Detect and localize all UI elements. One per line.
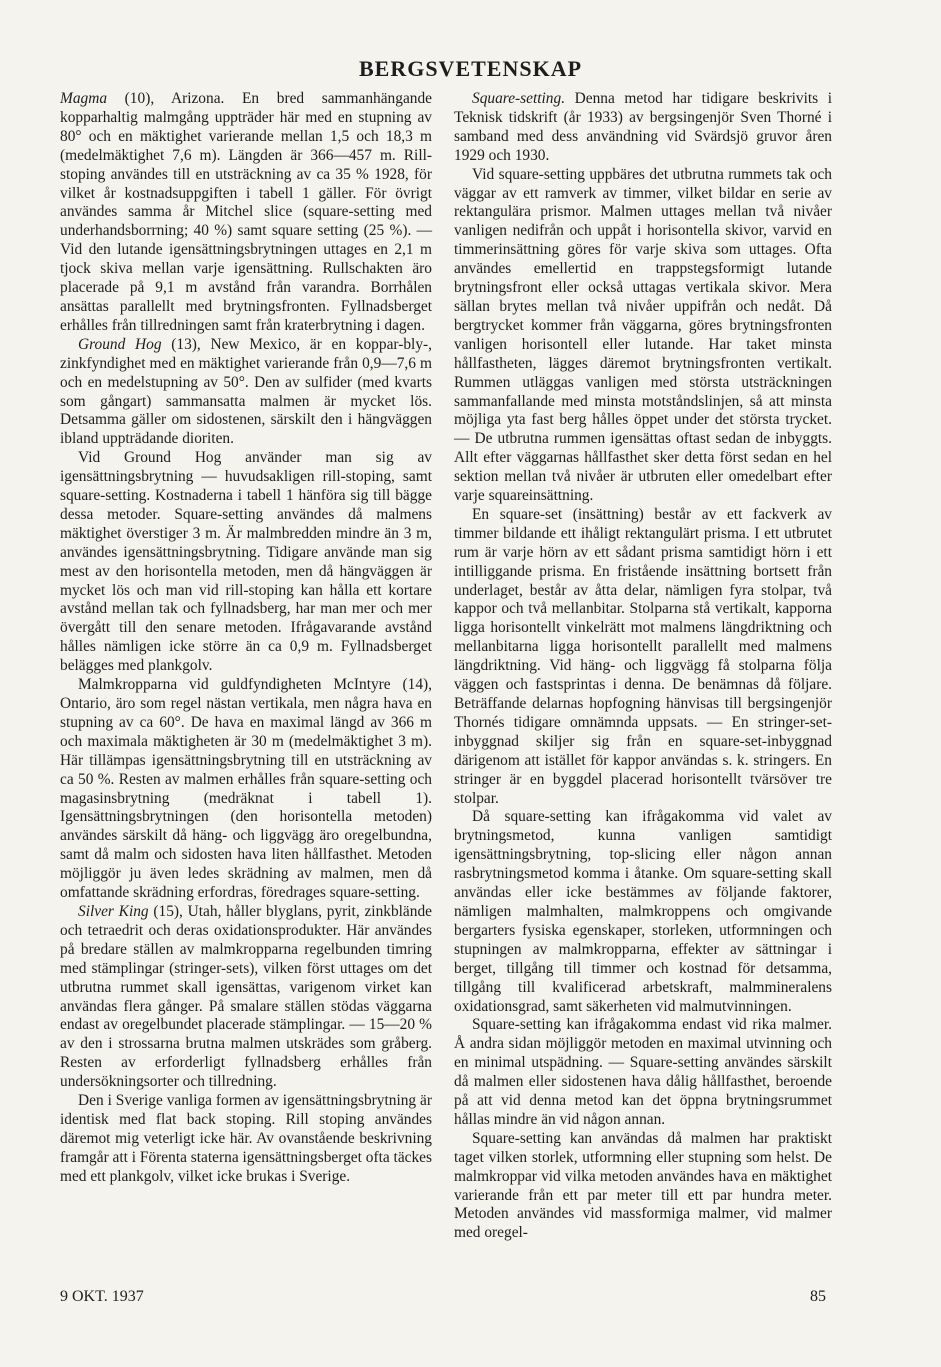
paragraph-text: En square-set (insättning) består av ett fackverk av timmer bildande ett ihåligt rektangulärt prisma. I ett utbrutet rum är varje hörn av ett sådant prisma samtidigt hörn i ett intilliggande prisma. En fristående insättning bortsett från underlaget, består av åtta delar, nämligen fyra stolpar, två kappor och två mellanbitar. Stolparna stå vertikalt, kapporna ligga horisontellt vinkelrätt mot malmens längdriktning och mellanbitarna ligga horisontellt parallellt med malmens längdriktning. Vid häng- och liggvägg få stolparna följa väggen och fastsprintas i denna. De benämnas då följare. Beträffande delarnas hopfogning hänvisas till bergsingenjör Thornés tidigare omnämnda uppsats. — En stringer-set-inbyggnad skiljer sig från en square-set-inbyggnad därigenom att istället för kappor användas s. k. stringers. En stringer är en byggdel placerad horisontellt tvärsöver tre stolpar. xyxy=(454,505,832,807)
italic-lead: Square-setting. xyxy=(472,90,566,107)
paragraph xyxy=(454,1016,832,1129)
italic-lead: Ground Hog xyxy=(78,335,162,353)
paragraph xyxy=(60,676,432,903)
italic-lead: Magma xyxy=(60,90,108,107)
paragraph-text: Malmkropparna vid guldfyndigheten McIntyre (14), Ontario, äro som regel nästan vertikala, men några hava en stupning av ca 60°. De hava en maximal längd av 366 m och maximala mäktigheten är 30 m (medelmäktighet 3 m). Här tillämpas igensättningsbrytning till en utsträckning av ca 50 %. Resten av malmen erhålles från square-setting och magasinsbrytning (medräknat i tabell 1). Igensättningsbrytningen (den horisontella metoden) användes särskilt då häng- och liggvägg äro oregelbundna, samt då malm och sidosten hava liten hållfasthet. Metoden möjliggör ju även ledes skrädning av malmen, men då omfattande skrädning erfordras, föredrages square-setting. xyxy=(60,676,432,902)
paragraph xyxy=(60,903,432,1092)
paragraph xyxy=(454,166,832,506)
paragraph xyxy=(60,449,432,676)
paragraph-text: (15), Utah, håller blyglans, pyrit, zinkblände och tetraedrit och deras oxidationsprodukter. Här användes på bredare ställen av malmkropparna regelbunden timring med stämplingar (stringer-sets), vilken först uttages om det utbrutna rummet skall igensättas, varigenom virket kan användas flera gånger. På smalare ställen stödas väggarna endast av oregelbundet placerade stämplingar. — 15—20 % av den i strossarna brutna malmen utskrädes som gråberg. Resten av erforderligt fyllnadsberg erhålles från undersökningsorter och tillredning. xyxy=(60,902,432,1091)
paragraph xyxy=(454,506,832,809)
paragraph xyxy=(454,90,832,166)
paragraph-text: (10), Arizona. En bred sammanhängande kopparhaltig malmgång uppträder här med en stupning av 80° och en mäktighet varierande mellan 1,5 och 18,3 m (medelmäktighet 7,6 m). Längden är 366—457 m. Rill-stoping användes till en utsträckning av ca 35 % 1928, för vilket år kostnadsuppgiften i tabell 1 gäller. För övrigt användes samma år Mitchel slice (square-setting med underhandsborrning; 40 %) samt square setting (25 %). — Vid den lutande igensättningsbrytningen uttages en 2,1 m tjock skiva mellan varje igensättning. Rullschakten äro placerade på 9,1 m avstånd från varandra. Borrhålen ansättas parallellt med brytningsfronten. Fyllnadsberget erhålles från tillredningen samt från kraterbrytning i dagen. xyxy=(60,90,432,334)
paragraph xyxy=(60,90,432,336)
paragraph xyxy=(60,336,432,449)
italic-lead: Silver King xyxy=(78,902,149,920)
right-column xyxy=(454,90,832,1243)
footer-date: 9 OKT. 1937 xyxy=(60,1288,144,1305)
paragraph-text: Vid square-setting uppbäres det utbrutna rummets tak och väggar av ett ramverk av timmer, vilket bildar en serie av rektangulära prismor. Malmen uttages mellan två nivåer vanligen nedifrån och uppåt i horisontella skivor, varvid en timmerinsättning göres för varje skiva som uttages. Ofta användes emellertid en trappstegsformigt lutande brytningsfront eller också uttagas vertikala skivor. Mera sällan brytes mellan två nivåer uppifrån och nedåt. Då bergtrycket kommer från väggarna, göres brytningsfronten vanligen horisontell eller lutande. Har taket minsta hållfastheten, lägges däremot brytningsfronten vertikalt. Rummen utläggas vanligen med största utsträckningen sammanfallande med minsta motståndslinjen, så att minsta möjliga yta fast berg hålles öppet under det största trycket. — De utbrutna rummen igensättas oftast sedan de inbyggts. Allt efter väggarnas hållfasthet sker detta först sedan en hel sektion mellan två nivåer är utbruten eller omedelbart efter varje squareinsättning. xyxy=(454,165,832,505)
page-header: BERGSVETENSKAP xyxy=(358,56,583,81)
paragraph-text: Då square-setting kan ifrågakomma vid valet av brytningsmetod, kunna vanligen samtidigt igensättningsbrytning, top-slicing eller någon annan rasbrytningsmetod komma i åtanke. Om square-setting skall användas eller icke bestämmes av följande faktorer, nämligen malmhalten, malmkroppens och omgivande bergarters fysiska egenskaper, storleken, utformningen och stupningen av malmkropparna, effekter av sättningar i berget, tillgång till timmer och kostnad för detsamma, tillgång till kvalificerad arbetskraft, malmmineralens oxidationsgrad, samt säkerheten vid malmutvinningen. xyxy=(454,808,832,1015)
paragraph-text: Vid Ground Hog använder man sig av igensättningsbrytning — huvudsakligen rill-stoping, samt square-setting. Kostnaderna i tabell 1 hänföra sig till bägge dessa metoder. Square-setting användes då malmens mäktighet överstiger 3 m. Är malmbredden mindre än 3 m, användes igensättningsbrytning. Tidigare använde man sig mest av den horisontella metoden, men då hängväggen är mycket lös och man vid rill-stoping kan hålla ett kortare avstånd mellan tak och fyllnadsberg, har man mer och mer övergått till den senare metoden. Ifrågavarande avstånd hålles nämligen icke större än ca 0,9 m. Fyllnadsberget belägges med plankgolv. xyxy=(60,449,432,675)
paragraph xyxy=(454,1130,832,1243)
page-number: 85 xyxy=(810,1288,826,1305)
paragraph-text: Den i Sverige vanliga formen av igensättningsbrytning är identisk med flat back stoping. Rill stoping användes däremot mig veterligt icke här. Av ovanstående beskrivning framgår att i Förenta staterna igensättningsberget ofta täckes med ett plankgolv, vilket icke brukas i Sverige. xyxy=(60,1092,432,1185)
left-column xyxy=(60,90,432,1187)
paragraph-text: Square-setting kan ifrågakomma endast vid rika malmer. Å andra sidan möjliggör metoden en maximal utvinning och en minimal utspädning. — Square-setting användes särskilt då malmen eller sidostenen hava dålig hållfasthet, beroende på att vid denna metod kan det öppna brytningsrummet hållas mindre än vid någon annan. xyxy=(454,1016,832,1128)
paragraph xyxy=(60,1092,432,1187)
paragraph-text: (13), New Mexico, är en koppar-bly-, zinkfyndighet med en mäktighet varierande från 0,9—7,6 m och en medelstupning av 50°. Den av sulfider (med kvarts som gångart) sammansatta malmen är mycket lös. Detsamma gäller om sidostenen, särskilt den i hängväggen ibland uppträdande dioriten. xyxy=(60,335,432,448)
paragraph xyxy=(454,808,832,1016)
paragraph-text: Denna metod har tidigare beskrivits i Teknisk tidskrift (år 1933) av bergsingenjör Sven Thorné i samband med dess användning vid Svärdsjö gruvor åren 1929 och 1930. xyxy=(454,90,832,164)
paragraph-text: Square-setting kan användas då malmen har praktiskt taget vilken storlek, utformning eller stupning som helst. De malmkroppar vid vilka metoden användes hava en mäktighet varierande från ett par meter till ett par hundra meter. Metoden användes vid massformiga malmer, vid malmer med oregel- xyxy=(454,1129,832,1242)
